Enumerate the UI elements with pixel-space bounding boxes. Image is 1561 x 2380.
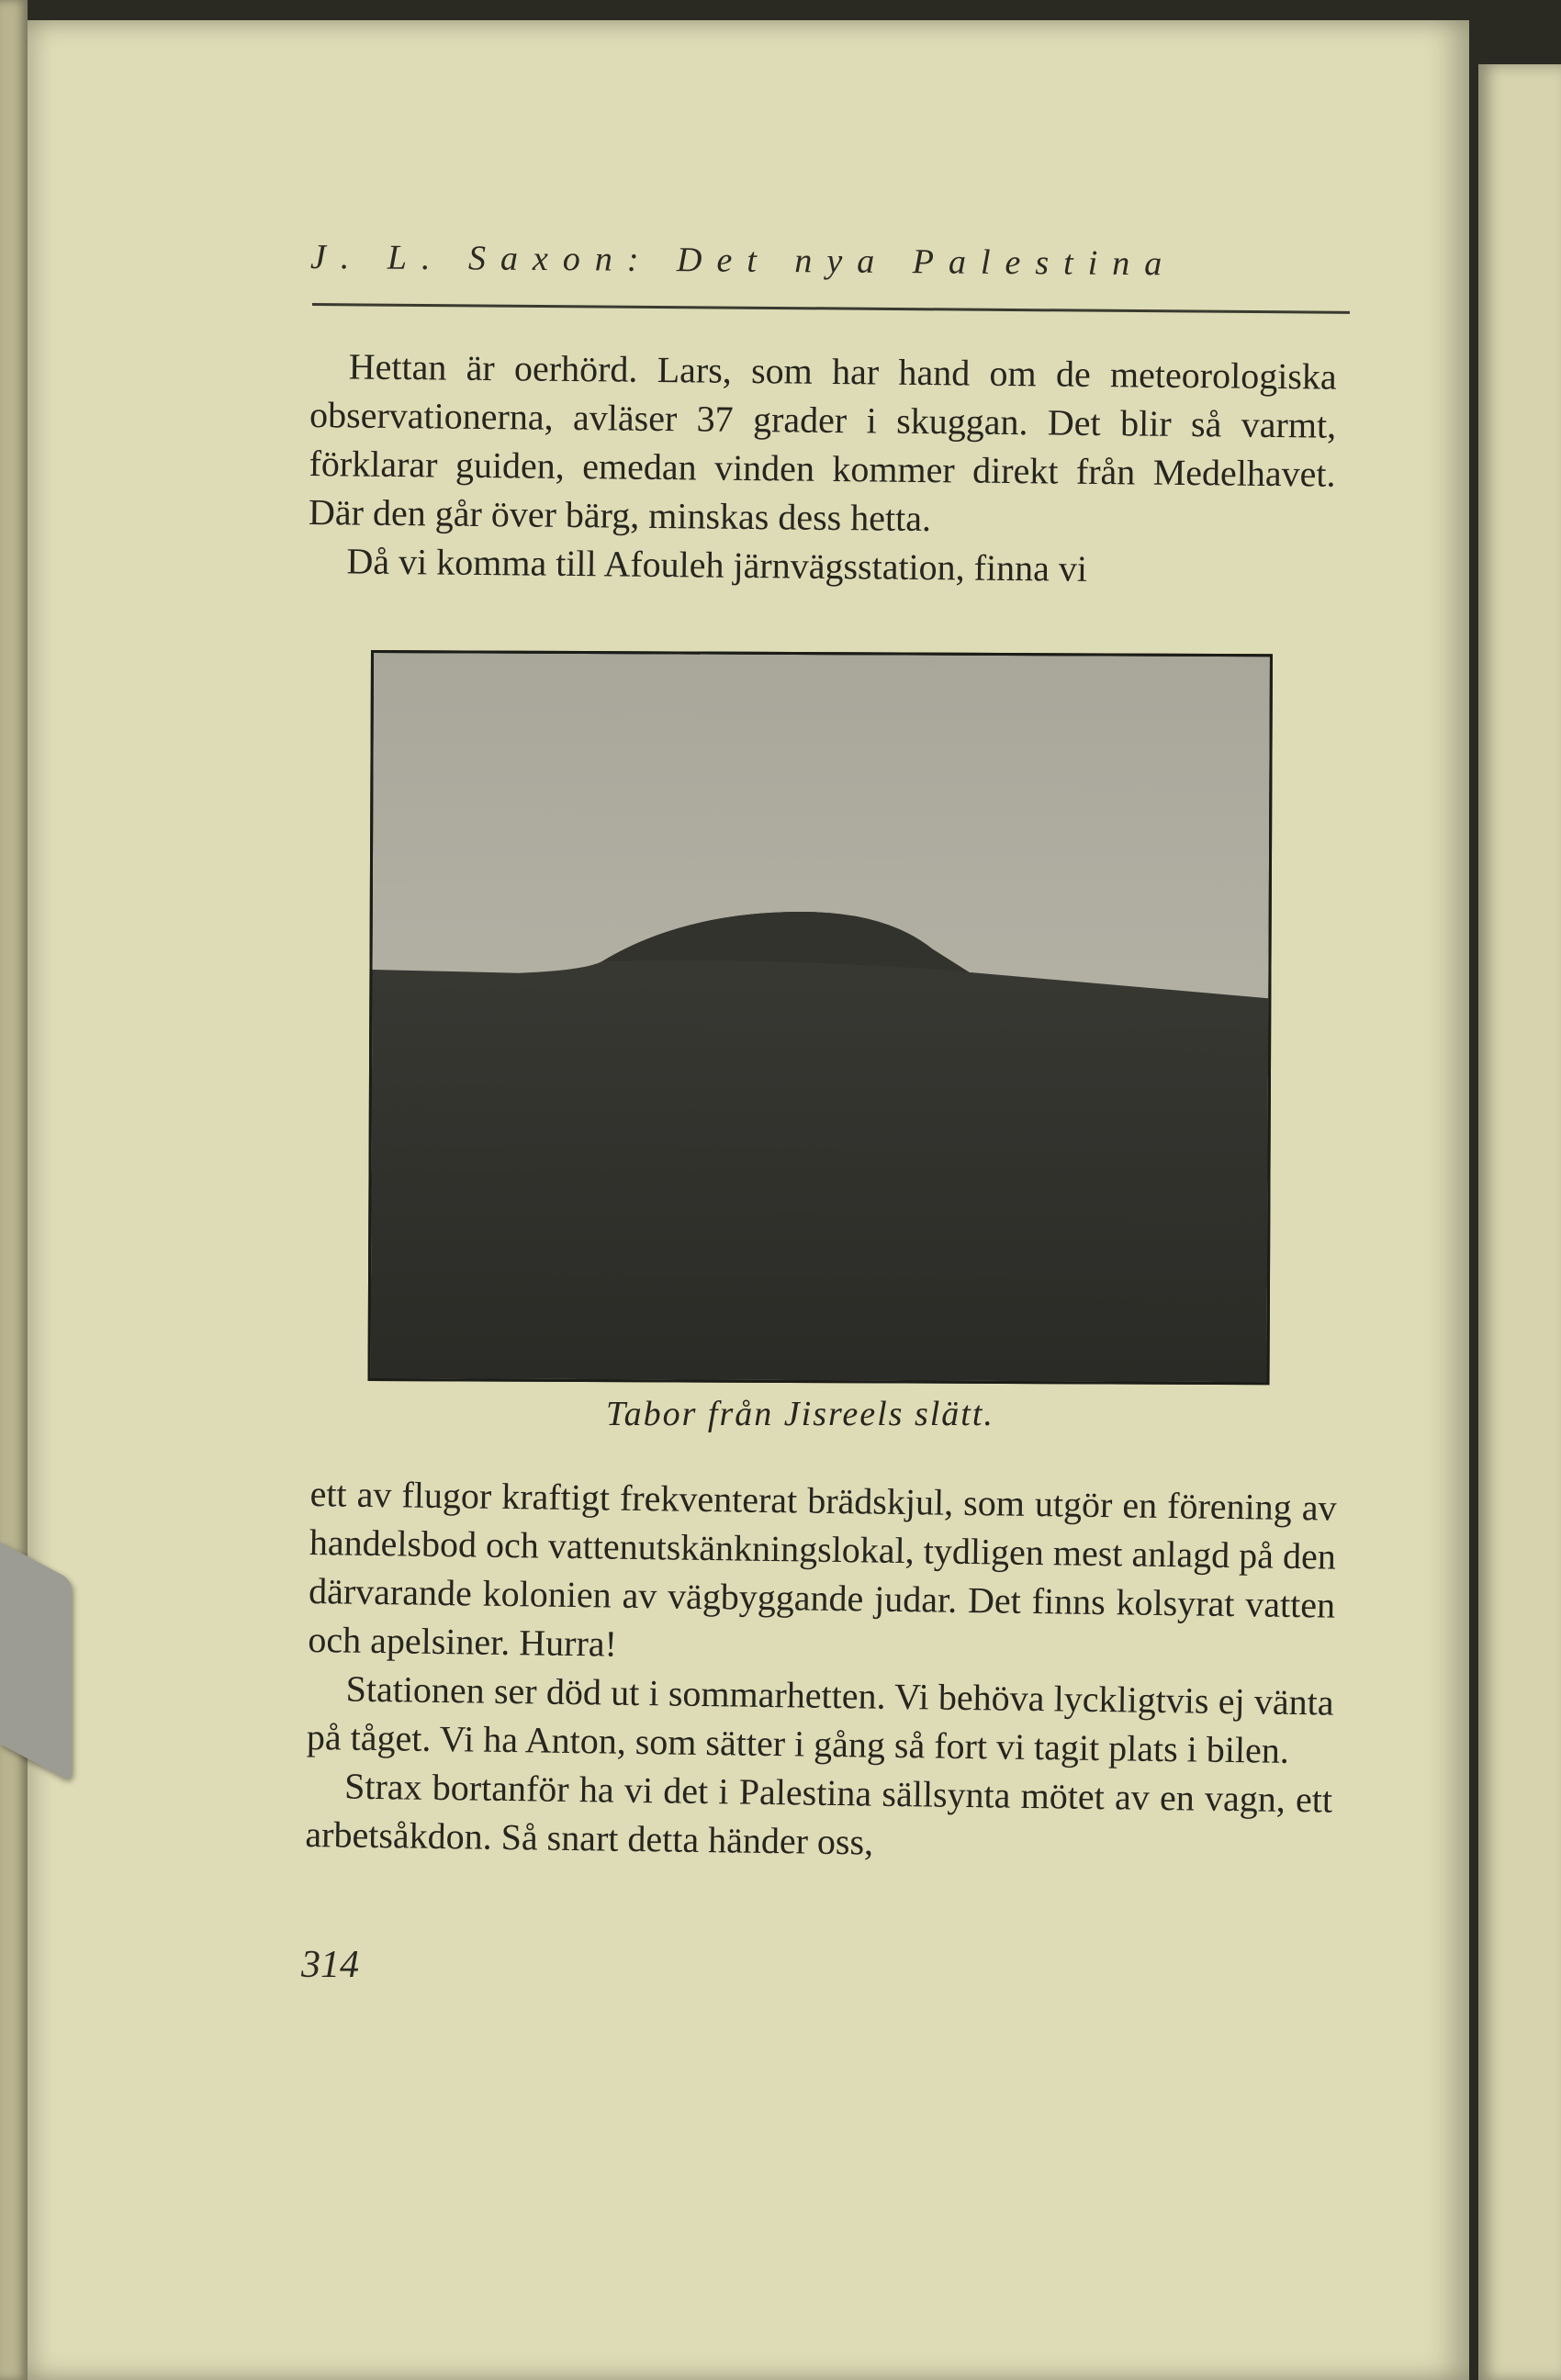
paragraph: Då vi komma till Afouleh järnvägsstation, finna vi — [346, 540, 1088, 589]
clip-tab — [0, 1542, 72, 1781]
paragraph: Hettan är oerhörd. Lars, som har hand om de meteorologiska observationerna, avläser 37 grader i skuggan. Det blir så varmt, förklarar guiden, emedan vinden kommer direkt från Medelhavet. Där den går över bärg, minskas dess hetta. — [308, 345, 1337, 540]
figure-caption: Tabor från Jisreels slätt. — [606, 1395, 994, 1433]
paragraph: Stationen ser död ut i sommarhetten. Vi behöva lyckligtvis ej vänta på tåget. Vi ha Anton, som sätter i gång så fort vi tagit plats i bilen. — [306, 1667, 1334, 1771]
running-header: J. L. Saxon: Det nya Palestina — [309, 238, 1177, 284]
page-number: 314 — [301, 1944, 359, 1986]
paragraph: ett av flugor kraftigt frekventerat brädskjul, som utgör en förening av handelsbod och vattenutskänkningslokal, tydligen mest anlagd på den därvarande kolonien av vägbyggande judar. Det finns kolsyrat vatten och apelsiner. Hurra! — [308, 1472, 1337, 1665]
body-text-bottom — [305, 1469, 1337, 1873]
next-page-edge — [1478, 64, 1561, 2380]
landscape-photo — [368, 650, 1273, 1385]
book-spine-edge — [0, 0, 28, 2380]
landscape-photo-icon — [371, 653, 1270, 1382]
paragraph: Strax bortanför ha vi det i Palestina sällsynta mötet av en vagn, ett arbetsåkdon. Så snart detta händer oss, — [305, 1765, 1333, 1863]
body-text-top — [308, 342, 1337, 596]
